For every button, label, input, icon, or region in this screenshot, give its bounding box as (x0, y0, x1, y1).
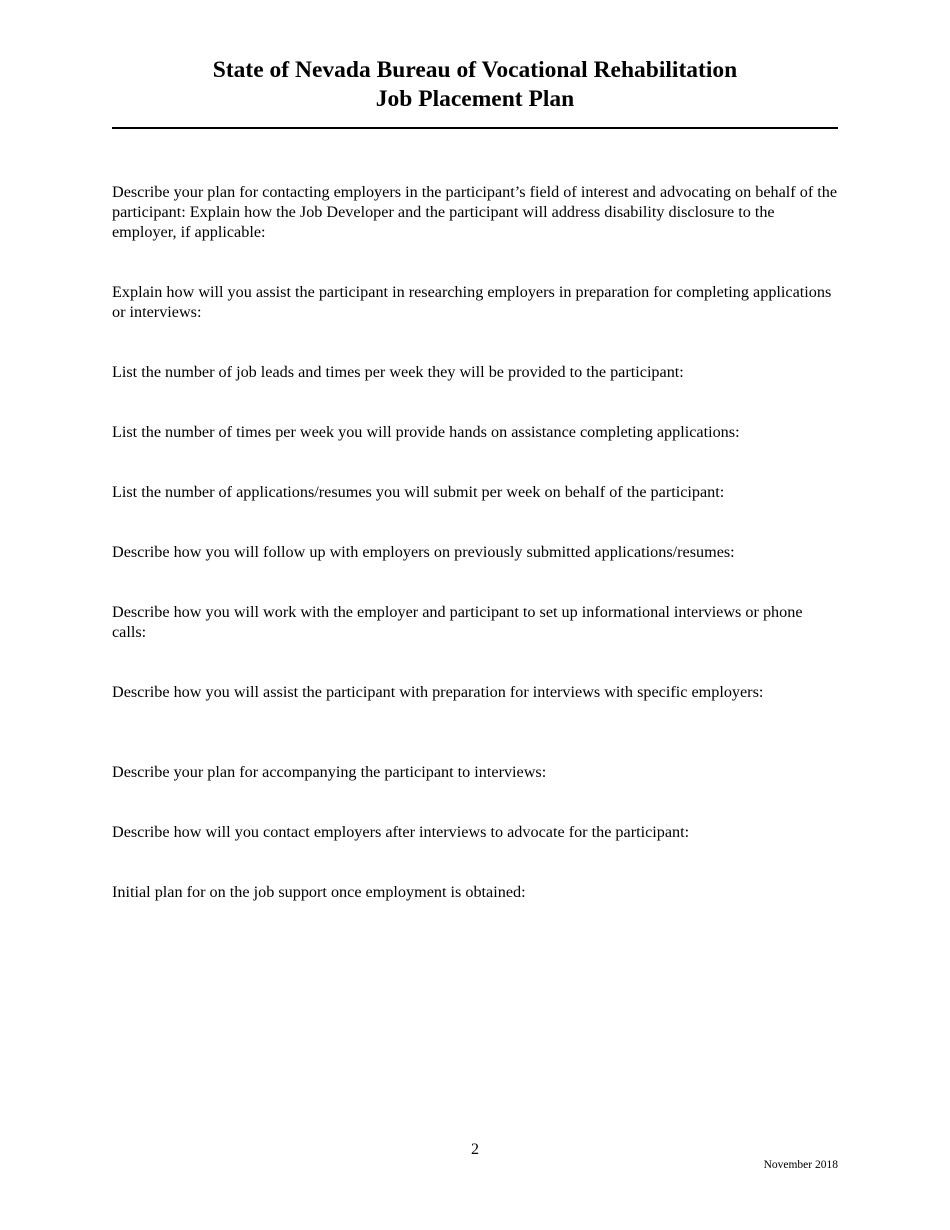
prompt-on-the-job-support: Initial plan for on the job support once employment is obtained: (112, 883, 526, 901)
revision-date: November 2018 (763, 1159, 838, 1171)
prompt-researching-employers: Explain how will you assist the participant in researching employers in preparation for completing applications or interviews: (112, 283, 832, 321)
document-title-agency: State of Nevada Bureau of Vocational Rehabilitation (212, 57, 738, 83)
prompt-post-interview-advocacy: Describe how will you contact employers after interviews to advocate for the participant: (112, 823, 690, 841)
prompt-accompanying-interviews: Describe your plan for accompanying the participant to interviews: (112, 763, 547, 781)
prompt-employer-contact-plan: Describe your plan for contacting employers in the participant’s field of interest and advocating on behalf of the participant: Explain how the Job Developer and the participant will address disability disclosure to the employer, if applicable: (112, 183, 838, 241)
prompt-interview-preparation: Describe how you will assist the participant with preparation for interviews with specific employers: (112, 683, 764, 701)
prompt-informational-interviews: Describe how you will work with the employer and participant to set up informational interviews or phone calls: (112, 603, 803, 641)
document-title-form: Job Placement Plan (375, 86, 575, 112)
page-number: 2 (471, 1141, 479, 1158)
prompt-applications-submitted: List the number of applications/resumes you will submit per week on behalf of the participant: (112, 483, 725, 501)
document-header (112, 56, 838, 114)
prompt-application-assistance: List the number of times per week you will provide hands on assistance completing applications: (112, 423, 740, 441)
header-divider (112, 127, 838, 129)
prompt-job-leads-per-week: List the number of job leads and times per week they will be provided to the participant: (112, 363, 684, 381)
prompt-follow-up-employers: Describe how you will follow up with employers on previously submitted applications/resumes: (112, 543, 735, 561)
